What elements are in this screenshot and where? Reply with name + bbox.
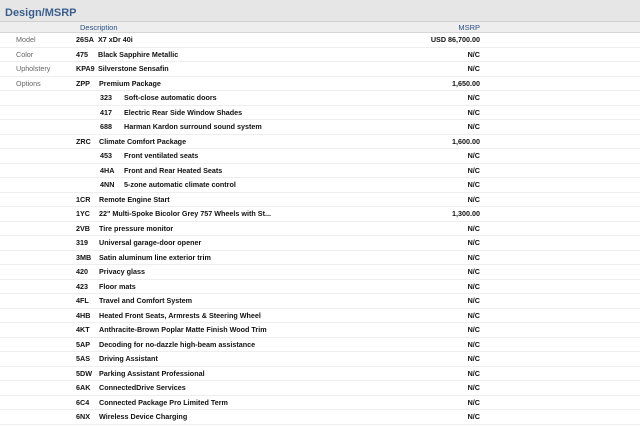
option-price: N/C — [467, 397, 480, 407]
table-row — [0, 381, 640, 396]
option-description: Universal garage-door opener — [99, 238, 202, 247]
table-row — [0, 280, 640, 295]
table-row — [0, 178, 640, 193]
option-price: 1,650.00 — [452, 78, 480, 88]
option-price: N/C — [467, 354, 480, 363]
option-price: N/C — [467, 93, 480, 102]
option-code: 6NX — [76, 412, 90, 421]
table-row — [0, 91, 640, 106]
option-description: 22" Multi-Spoke Bicolor Grey 757 Wheels with St... — [99, 209, 271, 218]
option-code: 423 — [76, 281, 88, 291]
table-row — [0, 33, 640, 48]
table-row — [0, 149, 640, 164]
table-row — [0, 265, 640, 280]
option-code: 1CR — [76, 194, 91, 204]
option-code: 4HB — [76, 310, 91, 320]
table-row — [0, 48, 640, 63]
option-code: 475 — [76, 49, 88, 59]
option-description: Front and Rear Heated Seats — [124, 165, 223, 175]
option-price: N/C — [467, 368, 480, 378]
option-description: Black Sapphire Metallic — [98, 49, 179, 59]
table-row — [0, 367, 640, 382]
table-row — [0, 396, 640, 411]
option-description: ConnectedDrive Services — [99, 383, 186, 392]
option-price: N/C — [467, 339, 480, 349]
table-row — [0, 294, 640, 309]
row-label: Color — [16, 49, 34, 59]
option-price: N/C — [467, 238, 480, 247]
table-row — [0, 352, 640, 367]
option-description: Tire pressure monitor — [99, 223, 174, 233]
column-header-description: Description — [80, 23, 118, 32]
option-price: N/C — [467, 267, 480, 276]
table-row — [0, 193, 640, 208]
option-description: Parking Assistant Professional — [99, 368, 205, 378]
option-code: 323 — [100, 93, 112, 102]
option-code: 4NN — [100, 180, 115, 189]
option-description: Travel and Comfort System — [99, 296, 193, 305]
table-row — [0, 309, 640, 324]
option-code: 319 — [76, 238, 88, 247]
option-price: N/C — [467, 325, 480, 334]
table-row — [0, 120, 640, 135]
option-code: 5AP — [76, 339, 90, 349]
option-price: N/C — [467, 107, 480, 117]
option-price: 1,600.00 — [452, 136, 480, 146]
option-description: Premium Package — [99, 78, 161, 88]
option-price: N/C — [467, 49, 480, 59]
table-row — [0, 62, 640, 77]
column-header-row — [0, 22, 640, 33]
table-row — [0, 164, 640, 179]
table-row — [0, 236, 640, 251]
option-description: Connected Package Pro Limited Term — [99, 397, 228, 407]
option-price: N/C — [467, 180, 480, 189]
option-code: 4KT — [76, 325, 90, 334]
option-code: KPA9 — [76, 64, 95, 73]
option-table — [0, 33, 640, 425]
option-code: 2VB — [76, 223, 90, 233]
option-price: N/C — [467, 383, 480, 392]
option-price: N/C — [467, 252, 480, 262]
option-code: 5DW — [76, 368, 92, 378]
table-row — [0, 135, 640, 150]
option-code: ZPP — [76, 78, 90, 88]
row-label: Model — [16, 35, 36, 44]
option-description: Electric Rear Side Window Shades — [124, 107, 243, 117]
option-price: 1,300.00 — [452, 209, 480, 218]
option-description: Climate Comfort Package — [99, 136, 187, 146]
option-description: 5-zone automatic climate control — [124, 180, 236, 189]
option-code: 453 — [100, 151, 112, 160]
option-code: 417 — [100, 107, 112, 117]
option-description: Front ventilated seats — [124, 151, 199, 160]
option-code: 4FL — [76, 296, 89, 305]
option-description: Silverstone Sensafin — [98, 64, 169, 73]
table-row — [0, 106, 640, 121]
option-description: X7 xDr 40i — [98, 35, 133, 44]
option-price: N/C — [467, 122, 480, 131]
option-code: 5AS — [76, 354, 90, 363]
option-code: 26SA — [76, 35, 94, 44]
table-row — [0, 251, 640, 266]
option-price: N/C — [467, 223, 480, 233]
option-description: Heated Front Seats, Armrests & Steering Wheel — [99, 310, 261, 320]
option-price: N/C — [467, 151, 480, 160]
option-price: N/C — [467, 281, 480, 291]
option-price: N/C — [467, 296, 480, 305]
table-row — [0, 338, 640, 353]
table-row — [0, 77, 640, 92]
option-code: 4HA — [100, 165, 115, 175]
option-code: 6C4 — [76, 397, 90, 407]
table-row — [0, 207, 640, 222]
option-price: N/C — [467, 310, 480, 320]
option-price: N/C — [467, 165, 480, 175]
option-description: Harman Kardon surround sound system — [124, 122, 262, 131]
option-price: N/C — [467, 64, 480, 73]
option-code: 6AK — [76, 383, 91, 392]
row-label: Options — [16, 78, 41, 88]
option-description: Wireless Device Charging — [99, 412, 188, 421]
row-label: Upholstery — [16, 64, 51, 73]
option-description: Satin aluminum line exterior trim — [99, 252, 211, 262]
option-code: 688 — [100, 122, 112, 131]
option-code: 420 — [76, 267, 88, 276]
option-description: Privacy glass — [99, 267, 145, 276]
table-row — [0, 222, 640, 237]
option-description: Anthracite-Brown Poplar Matte Finish Wood Trim — [99, 325, 267, 334]
option-code: 3MB — [76, 252, 92, 262]
option-code: ZRC — [76, 136, 91, 146]
column-header-msrp: MSRP — [458, 23, 480, 32]
option-description: Driving Assistant — [99, 354, 158, 363]
option-code: 1YC — [76, 209, 90, 218]
option-price: N/C — [467, 194, 480, 204]
option-description: Decoding for no-dazzle high-beam assistance — [99, 339, 256, 349]
section-title: Design/MSRP — [5, 7, 77, 19]
section-header — [0, 0, 640, 22]
option-description: Remote Engine Start — [99, 194, 170, 204]
table-row — [0, 410, 640, 425]
option-description: Soft-close automatic doors — [124, 93, 217, 102]
option-description: Floor mats — [99, 281, 136, 291]
option-price: N/C — [467, 412, 480, 421]
option-price: USD 86,700.00 — [430, 35, 480, 44]
table-row — [0, 323, 640, 338]
